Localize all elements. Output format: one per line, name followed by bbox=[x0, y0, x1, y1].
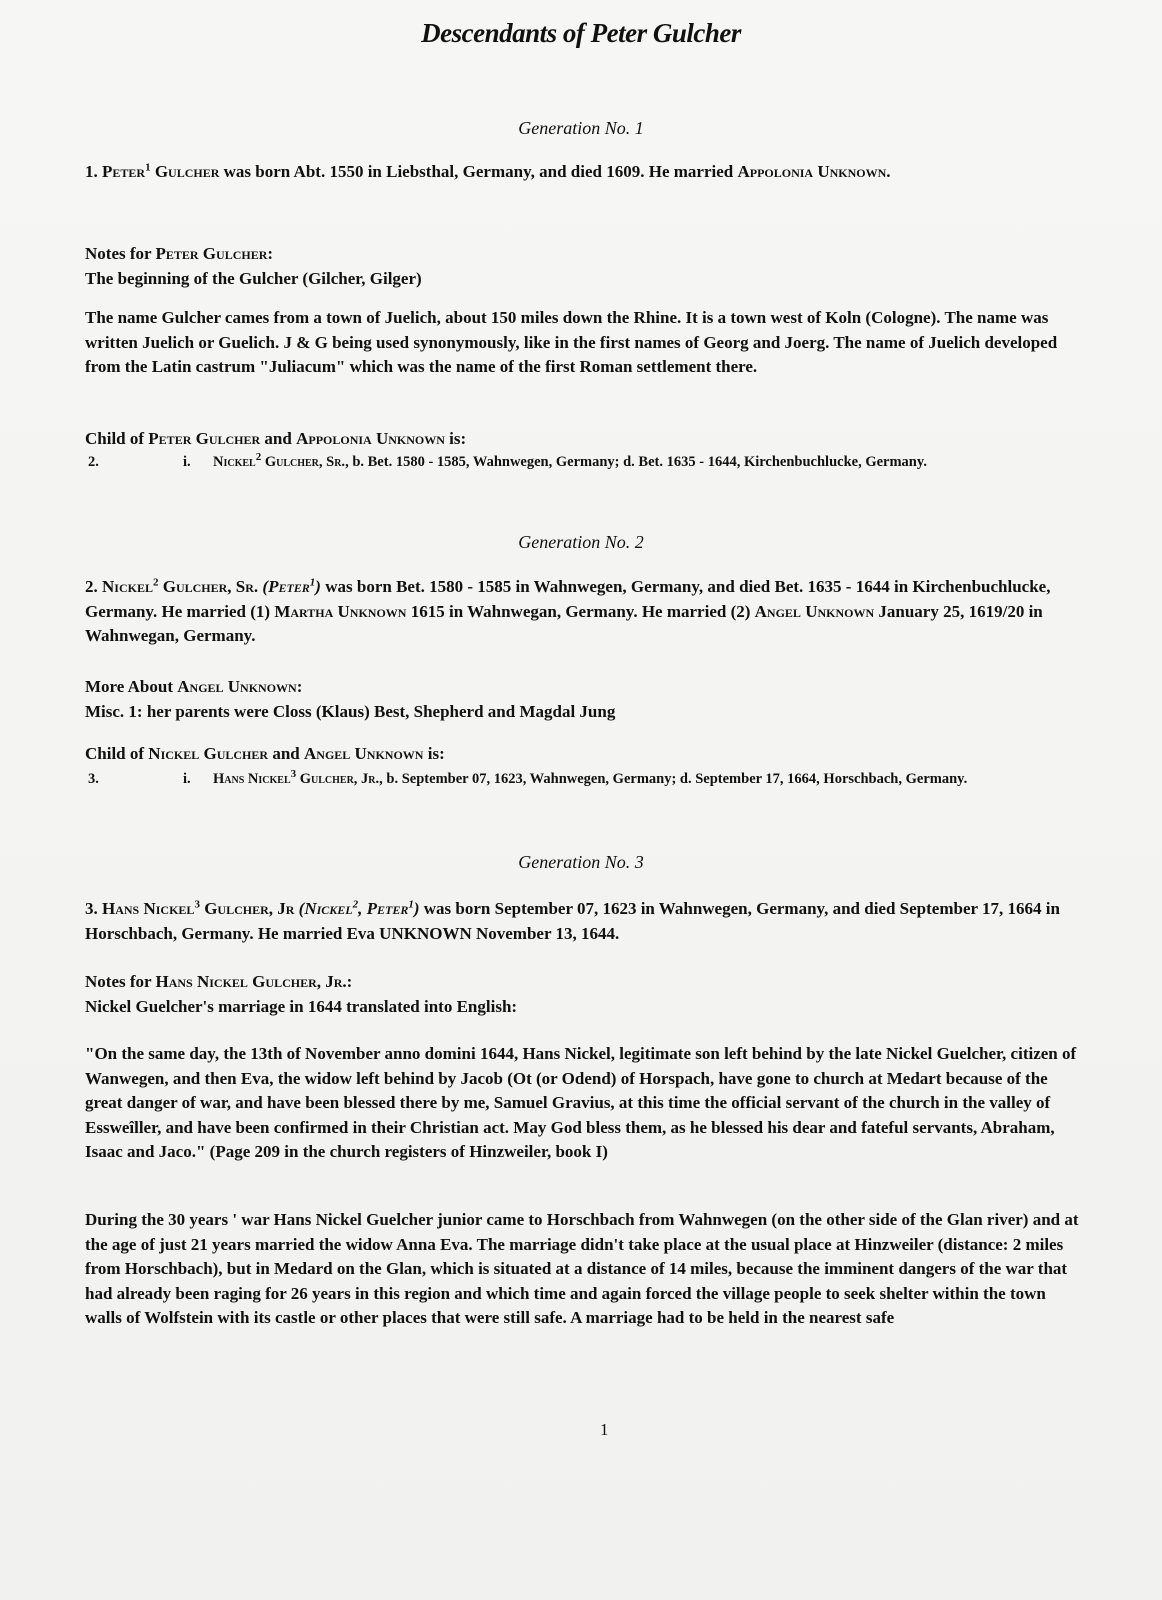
marriage-quote-paragraph: "On the same day, the 13th of November anno domini 1644, Hans Nickel, legitimate son left behind by the late Nickel Guelcher, citizen of Wanwegen, and then Eva, the widow left behind by Jacob (Ot (or Odend) of Horspach, have gone to church at Medart because of the great danger of war, and have been blessed there by me, Samuel Gravius, at this time the official servant of the church in the valley of Essweîller, and have been confirmed in their Christian act. May God bless them, as he blessed his dear and fateful servants, Abraham, Isaac and Jaco." (Page 209 in the church registers of Hinzweiler, book I) bbox=[85, 1044, 1077, 1161]
person-name: Hans Nickel bbox=[102, 899, 195, 918]
spouse-2: Angel Unknown bbox=[754, 601, 875, 621]
gen3-entry bbox=[85, 897, 1085, 946]
person-surname: Gulcher bbox=[154, 162, 220, 181]
child-intro-and: and bbox=[260, 429, 297, 448]
gen1-child-intro bbox=[85, 427, 1085, 452]
entry-text: was born Abt. 1550 in Liebsthal, Germany, and died 1609. He married bbox=[219, 162, 738, 181]
gen1-notes bbox=[85, 242, 1085, 291]
child-number: 3. bbox=[88, 771, 99, 787]
notes-colon: : bbox=[346, 972, 353, 991]
child-text bbox=[213, 768, 1073, 790]
page-number: 1 bbox=[600, 1420, 609, 1439]
notes-line: Nickel Guelcher's marriage in 1644 translated into English: bbox=[85, 996, 518, 1016]
ancestry-mid: , Peter bbox=[358, 899, 409, 918]
child-roman: i. bbox=[183, 771, 191, 787]
gen3-notes bbox=[85, 970, 1085, 1019]
child-details: , b. September 07, 1623, Wahnwegen, Germany; d. September 17, 1664, Horschbach, Germany. bbox=[379, 771, 968, 787]
entry-number: 2. bbox=[85, 577, 98, 596]
generation-2-heading: Generation No. 2 bbox=[518, 532, 644, 552]
gen1-entry bbox=[85, 160, 1085, 185]
child-superscript: 2 bbox=[255, 451, 262, 464]
entry-text-3: January 25, 1619/20 in Wahnwegan, Germany. bbox=[85, 601, 1043, 645]
ancestry-open: (Peter bbox=[258, 577, 310, 596]
ancestry-open: (Nickel bbox=[294, 899, 353, 918]
more-colon: : bbox=[296, 677, 303, 696]
generation-3-heading: Generation No. 3 bbox=[518, 852, 644, 872]
entry-number: 3. bbox=[85, 899, 98, 918]
gen2-child-intro bbox=[85, 742, 1085, 767]
generation-superscript: 2 bbox=[152, 576, 159, 589]
child-number: 2. bbox=[88, 454, 99, 470]
more-person: Angel Unknown bbox=[177, 677, 297, 696]
ancestry-superscript-2: 1 bbox=[408, 898, 414, 911]
person-surname: Gulcher, Jr bbox=[204, 899, 295, 918]
child-details: , b. Bet. 1580 - 1585, Wahnwegen, Germany; d. Bet. 1635 - 1644, Kirchenbuchlucke, Germany. bbox=[345, 454, 927, 470]
notes-label: Notes for bbox=[85, 244, 156, 263]
notes-person: Hans Nickel Gulcher, Jr. bbox=[155, 972, 347, 991]
child-name: Hans Nickel bbox=[213, 771, 291, 787]
ancestry-close: ) bbox=[413, 899, 420, 918]
child-intro-post: is: bbox=[423, 744, 445, 763]
child-superscript: 3 bbox=[290, 768, 297, 781]
person-name: Nickel bbox=[102, 577, 153, 596]
child-text bbox=[213, 451, 1073, 473]
child-intro-pre: Child of bbox=[85, 429, 149, 448]
notes-line: The beginning of the Gulcher (Gilcher, Gilger) bbox=[85, 268, 422, 288]
notes-colon: : bbox=[267, 244, 274, 263]
gen2-entry bbox=[85, 575, 1085, 649]
spouse-1: Martha Unknown bbox=[274, 601, 407, 621]
child-intro-pre: Child of bbox=[85, 744, 149, 763]
gen2-more-about bbox=[85, 675, 1085, 724]
spouse-name: Appolonia Unknown bbox=[737, 162, 887, 181]
entry-text-2: 1615 in Wahnwegan, Germany. He married (2) bbox=[406, 601, 755, 621]
child-intro-and: and bbox=[268, 744, 304, 763]
entry-text: was born September 07, 1623 in Wahnwegen, Germany, and died September 17, 1664 in Horschbach, Germany. He married Eva UNKNOWN November 13, 1644. bbox=[85, 899, 1060, 943]
generation-superscript: 3 bbox=[194, 898, 200, 911]
child-surname: Gulcher, Sr. bbox=[264, 454, 346, 470]
notes-label: Notes for bbox=[85, 972, 156, 991]
generation-1-heading: Generation No. 1 bbox=[518, 118, 644, 138]
notes-person: Peter Gulcher bbox=[155, 244, 268, 263]
more-label: More About bbox=[85, 677, 178, 696]
child-intro-post: is: bbox=[444, 429, 467, 448]
ancestry-superscript: 1 bbox=[309, 576, 316, 589]
entry-text: was born Bet. 1580 - 1585 in Wahnwegen, Germany, and died Bet. 1635 - 1644 in Kirchenbuchlucke, Germany. He married (1) bbox=[85, 577, 1051, 621]
parent-1: Nickel Gulcher bbox=[148, 744, 269, 763]
parent-1: Peter Gulcher bbox=[148, 429, 261, 448]
war-paragraph: During the 30 years ' war Hans Nickel Guelcher junior came to Horschbach from Wahnwegen (on the other side of the Glan river) and at the age of just 21 years married the widow Anna Eva. The marriage didn't take place at the usual place at Hinzweiler (distance: 2 miles from Horschbach), but in Medard on the Glan, which is situated at a distance of 14 miles, because the imminent dangers of the war that had already been raging for 26 years in this region and which time and again forced the village people to seek shelter within the town walls of Wolfstein with its castle or other places that were still safe. A marriage had to be held in the nearest safe bbox=[85, 1210, 1079, 1327]
parent-2: Appolonia Unknown bbox=[296, 429, 445, 448]
person-surname: Gulcher, Sr. bbox=[162, 577, 259, 596]
ancestry-superscript-1: 2 bbox=[352, 898, 359, 911]
person-name: Peter bbox=[102, 162, 146, 181]
child-surname: Gulcher, Jr. bbox=[299, 771, 380, 787]
parent-2: Angel Unknown bbox=[304, 744, 424, 763]
entry-end: . bbox=[886, 162, 891, 181]
ancestry-close: ) bbox=[315, 577, 321, 596]
misc-line: Misc. 1: her parents were Closs (Klaus) Best, Shepherd and Magdal Jung bbox=[85, 701, 616, 721]
entry-number: 1. bbox=[85, 162, 98, 181]
document-title: Descendants of Peter Gulcher bbox=[421, 18, 741, 48]
gen1-notes-paragraph: The name Gulcher cames from a town of Juelich, about 150 miles down the Rhine. It is a town west of Koln (Cologne). The name was written Juelich or Guelich. J & G being used synonymously, like in the first names of Georg and Joerg. The name of Juelich developed from the Latin castrum "Juliacum" which was the name of the first Roman settlement there. bbox=[85, 308, 1058, 376]
generation-superscript: 1 bbox=[145, 161, 151, 174]
child-name: Nickel bbox=[213, 454, 256, 470]
child-roman: i. bbox=[183, 454, 191, 470]
